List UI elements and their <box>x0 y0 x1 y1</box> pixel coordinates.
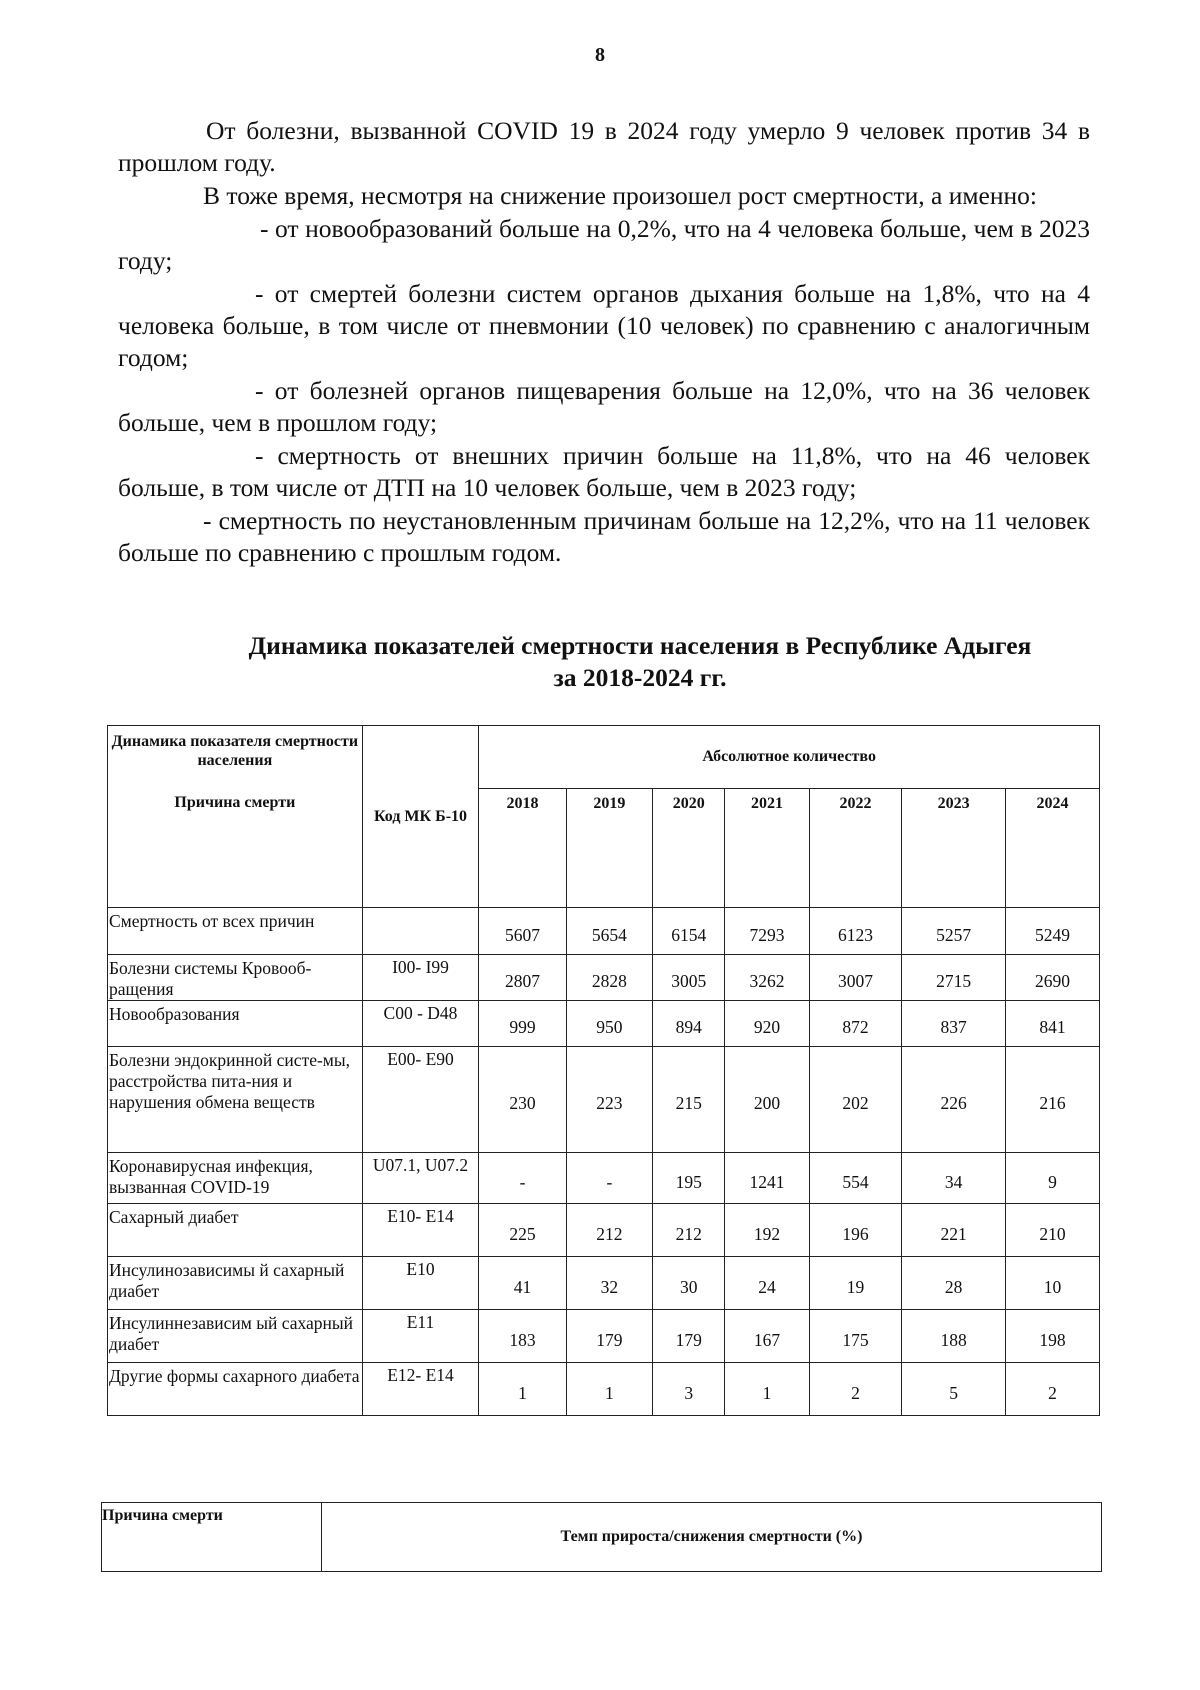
header-cause-title: Динамика показателя смертности населения <box>111 733 359 769</box>
value-cell: 41 <box>479 1257 566 1310</box>
code-cell: E12- E14 <box>362 1363 479 1416</box>
code-cell: E10 <box>362 1257 479 1310</box>
value-cell: 999 <box>479 1001 566 1047</box>
value-cell: 2828 <box>566 955 652 1001</box>
value-cell: 226 <box>902 1047 1006 1153</box>
table-row <box>108 1257 1100 1310</box>
value-cell: 2715 <box>902 955 1006 1001</box>
mortality-table <box>107 725 1100 1416</box>
code-cell <box>362 908 479 955</box>
table-row <box>108 1310 1100 1363</box>
table-row <box>108 1047 1100 1153</box>
value-cell: 872 <box>809 1001 902 1047</box>
value-cell: 2690 <box>1005 955 1099 1001</box>
value-cell: 6154 <box>653 908 725 955</box>
value-cell: 179 <box>566 1310 652 1363</box>
value-cell: 183 <box>479 1310 566 1363</box>
value-cell: 195 <box>653 1153 725 1204</box>
value-cell: 1 <box>725 1363 809 1416</box>
value-cell: 200 <box>725 1047 809 1153</box>
code-cell: I00- I99 <box>362 955 479 1001</box>
value-cell: 212 <box>653 1204 725 1257</box>
page-number: 8 <box>595 44 605 66</box>
value-cell: 212 <box>566 1204 652 1257</box>
value-cell: 230 <box>479 1047 566 1153</box>
rate-header-change: Темп прироста/снижения смертности (%) <box>322 1503 1102 1572</box>
value-cell: 3005 <box>653 955 725 1001</box>
code-cell: U07.1, U07.2 <box>362 1153 479 1204</box>
section-title-line1: Динамика показателей смертности населения в Республике Адыгея <box>248 631 1032 660</box>
value-cell: 1 <box>479 1363 566 1416</box>
table-row <box>108 1153 1100 1204</box>
value-cell: 3262 <box>725 955 809 1001</box>
value-cell: 3 <box>653 1363 725 1416</box>
cause-cell: Инсулиннезависим ый сахарный диабет <box>108 1310 363 1363</box>
value-cell: 1 <box>566 1363 652 1416</box>
header-cause <box>108 726 363 908</box>
value-cell: - <box>479 1153 566 1204</box>
value-cell: 841 <box>1005 1001 1099 1047</box>
value-cell: 196 <box>809 1204 902 1257</box>
cause-cell: Коронавирусная инфекция, вызванная COVID-19 <box>108 1153 363 1204</box>
code-cell: E11 <box>362 1310 479 1363</box>
cause-cell: Другие формы сахарного диабета <box>108 1363 363 1416</box>
table-row <box>108 955 1100 1001</box>
cause-cell: Инсулинозависимы й сахарный диабет <box>108 1257 363 1310</box>
paragraph-covid: От болезни, вызванной COVID 19 в 2024 году умерло 9 человек против 34 в прошлом году. <box>118 116 1090 177</box>
value-cell: 175 <box>809 1310 902 1363</box>
header-year: 2018 <box>479 789 566 908</box>
paragraph-respiratory: - от смертей болезни систем органов дыхания больше на 1,8%, что на 4 человека больше, в том числе от пневмонии (10 человек) по сравнению с аналогичным годом; <box>118 279 1090 372</box>
header-code: Код МК Б-10 <box>362 726 479 908</box>
value-cell: 216 <box>1005 1047 1099 1153</box>
value-cell: 1241 <box>725 1153 809 1204</box>
value-cell: 215 <box>653 1047 725 1153</box>
header-absolute: Абсолютное количество <box>479 726 1100 789</box>
section-title <box>200 630 1080 694</box>
value-cell: 10 <box>1005 1257 1099 1310</box>
value-cell: 167 <box>725 1310 809 1363</box>
section-title-line2: за 2018-2024 гг. <box>553 663 727 692</box>
value-cell: 202 <box>809 1047 902 1153</box>
header-cause-subtitle: Причина смерти <box>174 794 296 811</box>
table-row <box>108 1204 1100 1257</box>
table-row <box>108 1363 1100 1416</box>
mortality-table-body <box>108 908 1100 1416</box>
value-cell: 223 <box>566 1047 652 1153</box>
code-cell: E10- E14 <box>362 1204 479 1257</box>
value-cell: 5607 <box>479 908 566 955</box>
header-year: 2022 <box>809 789 902 908</box>
value-cell: 554 <box>809 1153 902 1204</box>
cause-cell: Болезни системы Кровооб-ращения <box>108 955 363 1001</box>
value-cell: 19 <box>809 1257 902 1310</box>
header-year: 2019 <box>566 789 652 908</box>
cause-cell: Болезни эндокринной систе-мы, расстройства пита-ния и нарушения обмена веществ <box>108 1047 363 1153</box>
header-year: 2020 <box>653 789 725 908</box>
value-cell: 837 <box>902 1001 1006 1047</box>
value-cell: 6123 <box>809 908 902 955</box>
code-cell: C00 - D48 <box>362 1001 479 1047</box>
value-cell: 32 <box>566 1257 652 1310</box>
value-cell: 192 <box>725 1204 809 1257</box>
cause-cell: Сахарный диабет <box>108 1204 363 1257</box>
header-year: 2021 <box>725 789 809 908</box>
paragraph-neoplasms: - от новообразований больше на 0,2%, что на 4 человека больше, чем в 2023 году; <box>118 214 1090 275</box>
value-cell: 179 <box>653 1310 725 1363</box>
value-cell: 5654 <box>566 908 652 955</box>
value-cell: 2 <box>809 1363 902 1416</box>
value-cell: 28 <box>902 1257 1006 1310</box>
cause-cell: Новообразования <box>108 1001 363 1047</box>
body-text <box>118 115 1090 570</box>
value-cell: 24 <box>725 1257 809 1310</box>
value-cell: - <box>566 1153 652 1204</box>
value-cell: 188 <box>902 1310 1006 1363</box>
value-cell: 210 <box>1005 1204 1099 1257</box>
value-cell: 2807 <box>479 955 566 1001</box>
paragraph-unknown: - смертность по неустановленным причинам больше на 12,2%, что на 11 человек больше по сравнению с прошлым годом. <box>118 506 1090 567</box>
value-cell: 5 <box>902 1363 1006 1416</box>
header-year: 2024 <box>1005 789 1099 908</box>
value-cell: 2 <box>1005 1363 1099 1416</box>
value-cell: 5249 <box>1005 908 1099 955</box>
value-cell: 198 <box>1005 1310 1099 1363</box>
value-cell: 894 <box>653 1001 725 1047</box>
rate-header-cause: Причина смерти <box>102 1503 322 1572</box>
value-cell: 221 <box>902 1204 1006 1257</box>
value-cell: 225 <box>479 1204 566 1257</box>
paragraph-digestive: - от болезней органов пищеварения больше на 12,0%, что на 36 человек больше, чем в прошлом году; <box>118 376 1090 437</box>
value-cell: 9 <box>1005 1153 1099 1204</box>
table-row <box>108 1001 1100 1047</box>
paragraph-external: - смертность от внешних причин больше на 11,8%, что на 46 человек больше, в том числе от ДТП на 10 человек больше, чем в 2023 году; <box>118 441 1090 502</box>
value-cell: 950 <box>566 1001 652 1047</box>
table-row <box>108 908 1100 955</box>
value-cell: 7293 <box>725 908 809 955</box>
rate-table <box>101 1502 1102 1572</box>
value-cell: 5257 <box>902 908 1006 955</box>
value-cell: 3007 <box>809 955 902 1001</box>
value-cell: 920 <box>725 1001 809 1047</box>
value-cell: 34 <box>902 1153 1006 1204</box>
header-year: 2023 <box>902 789 1006 908</box>
paragraph-growth-intro: В тоже время, несмотря на снижение произошел рост смертности, а именно: <box>203 181 1037 210</box>
cause-cell: Смертность от всех причин <box>108 908 363 955</box>
code-cell: E00- E90 <box>362 1047 479 1153</box>
value-cell: 30 <box>653 1257 725 1310</box>
